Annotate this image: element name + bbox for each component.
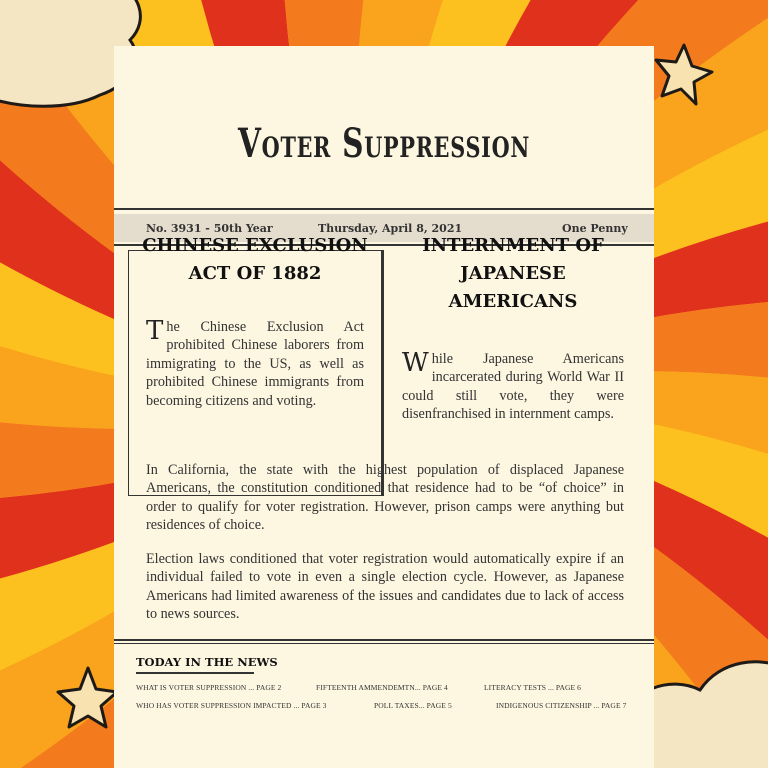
issue-date: Thursday, April 8, 2021 xyxy=(318,222,463,235)
news-rule-top xyxy=(114,639,654,641)
masthead-title: Voter Suppression xyxy=(237,120,531,167)
column-divider xyxy=(382,250,384,496)
news-link-voter-suppression[interactable]: WHAT IS VOTER SUPPRESSION ... PAGE 2 xyxy=(136,683,282,692)
news-rule-top-2 xyxy=(114,643,654,644)
header-rule xyxy=(114,208,654,210)
news-link-poll-taxes[interactable]: POLL TAXES... PAGE 5 xyxy=(374,701,452,710)
left-headline-line2: ACT OF 1882 xyxy=(188,263,322,284)
right-drop-cap: W xyxy=(402,348,429,378)
right-headline-line1: INTERNMENT OF xyxy=(422,235,604,256)
news-link-indigenous-citizenship[interactable]: INDIGENOUS CITIZENSHIP ... PAGE 7 xyxy=(496,701,627,710)
issue-price: One Penny xyxy=(562,222,628,235)
right-headline-line2: JAPANESE xyxy=(460,263,566,284)
right-headline xyxy=(390,232,636,316)
paragraph-registration: Election laws conditioned that voter registration would automatically expire if an individual failed to vote in even a single election cycle. However, as Japanese Americans had limited awareness of the issues and candidates due to lack of access to news sources. xyxy=(146,551,624,623)
left-article-text: he Chinese Exclusion Act prohibited Chinese laborers from immigrating to the US, as well as prohibited Chinese immigrants from becoming citizens and voting. xyxy=(146,319,364,409)
issue-number: No. 3931 - 50th Year xyxy=(146,222,273,235)
news-section-title: TODAY IN THE NEWS xyxy=(136,655,278,669)
news-link-who-impacted[interactable]: WHO HAS VOTER SUPPRESSION IMPACTED ... PAGE 3 xyxy=(136,701,327,710)
right-article-body xyxy=(402,350,624,424)
left-headline xyxy=(130,232,380,288)
left-article-body xyxy=(146,318,364,410)
news-link-fifteenth-amendment[interactable]: FIFTEENTH AMMENDEMTN... PAGE 4 xyxy=(316,683,448,692)
newspaper-page xyxy=(114,46,654,768)
left-headline-line1: CHINESE EXCLUSION xyxy=(142,235,368,256)
news-link-literacy-tests[interactable]: LITERACY TESTS ... PAGE 6 xyxy=(484,683,582,692)
right-headline-line3: AMERICANS xyxy=(448,291,578,312)
news-title-underline xyxy=(136,672,254,674)
right-article-text: hile Japanese Americans incarcerated during World War II could still vote, they were disenfranchised in internment camps. xyxy=(402,351,624,423)
paragraph-residence: In California, the state with the highest population of displaced Japanese Americans, the constitution conditioned that residence had to be “of choice” in order to qualify for voter registration. However, prison camps were anything but residences of choice. xyxy=(146,462,624,534)
left-drop-cap: T xyxy=(146,316,164,346)
